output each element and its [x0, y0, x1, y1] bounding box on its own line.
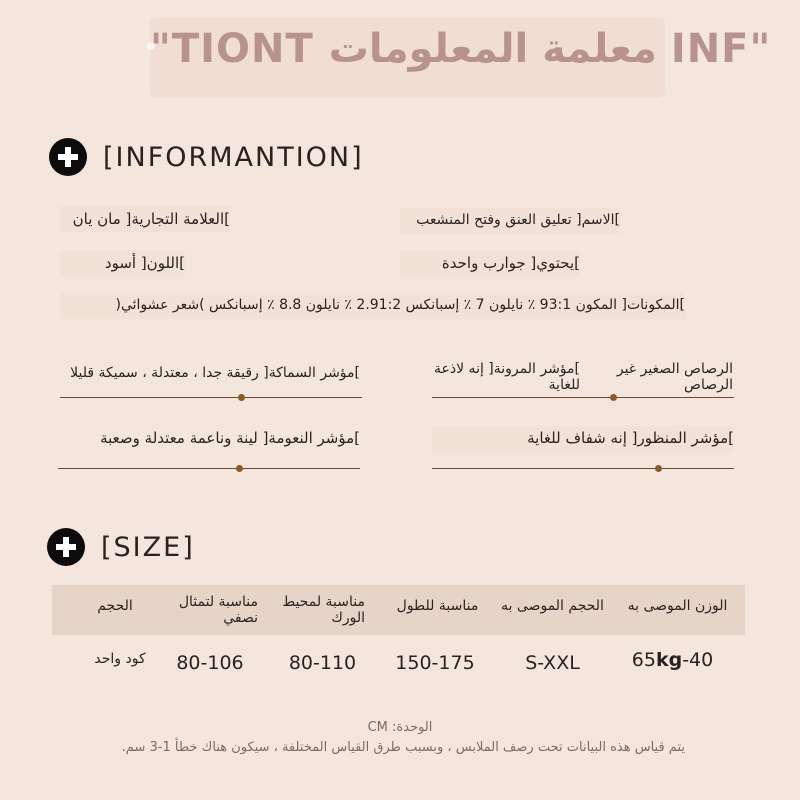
size-section-title: [SIZE]: [101, 532, 195, 563]
elasticity-index-label: ]مؤشر المرونة[ إنه لاذعة للغاية: [434, 361, 580, 393]
weight-value-end: -40: [682, 649, 714, 671]
thickness-scale: [60, 397, 362, 398]
perspective-scale-marker: [655, 465, 662, 472]
information-section-title: [INFORMANTION]: [103, 142, 364, 173]
table-cell-weight: [615, 649, 730, 671]
elasticity-side-label: الرصاص الصغير غير الرصاص: [616, 361, 733, 393]
name-field: ]الاسم[ تعليق العنق وفتح المنشعب: [416, 212, 620, 228]
measurement-note: يتم قياس هذه البيانات تحت رصف الملابس ، وبسبب طرق القياس المختلفة ، سيكون هناك خطأ 1-3 سم.: [121, 740, 685, 755]
softness-scale-marker: [236, 465, 243, 472]
table-header-height: مناسبة للطول: [396, 598, 479, 614]
unit-note: الوحدة: CM: [367, 720, 433, 735]
color-field: ]اللون[ أسود: [104, 254, 185, 272]
banner-title: "TIONT معلمة المعلومات INF": [150, 26, 772, 72]
table-cell-size: S-XXL: [525, 652, 580, 674]
table-header-code: الحجم: [97, 598, 133, 614]
plus-circle-icon: [49, 138, 87, 176]
weight-unit: kg: [655, 649, 683, 671]
contains-field: ]يحتوي[ جوارب واحدة: [441, 254, 580, 272]
table-header-hip: مناسبة لمحيط الورك: [282, 594, 365, 626]
brand-field: ]العلامة التجارية[ مان يان: [72, 210, 230, 228]
elasticity-scale-marker: [610, 394, 617, 401]
table-header-bust: مناسبة لتمثال نصفي: [178, 594, 258, 626]
plus-circle-icon: [47, 528, 85, 566]
softness-index-label: ]مؤشر النعومة[ لينة وناعمة معتدلة وصعبة: [100, 429, 360, 447]
thickness-scale-marker: [238, 394, 245, 401]
elasticity-scale: [432, 397, 734, 398]
perspective-scale: [432, 468, 734, 469]
thickness-index-label: ]مؤشر السماكة[ رقيقة جدا ، معتدلة ، سميكة قليلا: [70, 365, 360, 381]
softness-scale: [58, 468, 360, 469]
table-header-weight: الوزن الموصى به: [627, 598, 728, 614]
table-cell-height: 150-175: [395, 652, 475, 674]
table-header-size: الحجم الموصى به: [501, 598, 604, 614]
table-cell-code: كود واحد: [94, 651, 146, 667]
table-cell-hip: 80-110: [288, 652, 357, 674]
perspective-index-label: ]مؤشر المنظور[ إنه شفاف للغاية: [527, 429, 734, 447]
weight-value-start: 65: [631, 649, 656, 671]
table-cell-bust: 80-106: [176, 652, 244, 674]
material-field: ]المكونات[ المكون 93:1 ٪ نايلون 7 ٪ إسبانكس 2.91:2 ٪ نايلون 8.8 ٪ إسبانكس )شعر عشوائي(: [115, 297, 685, 313]
